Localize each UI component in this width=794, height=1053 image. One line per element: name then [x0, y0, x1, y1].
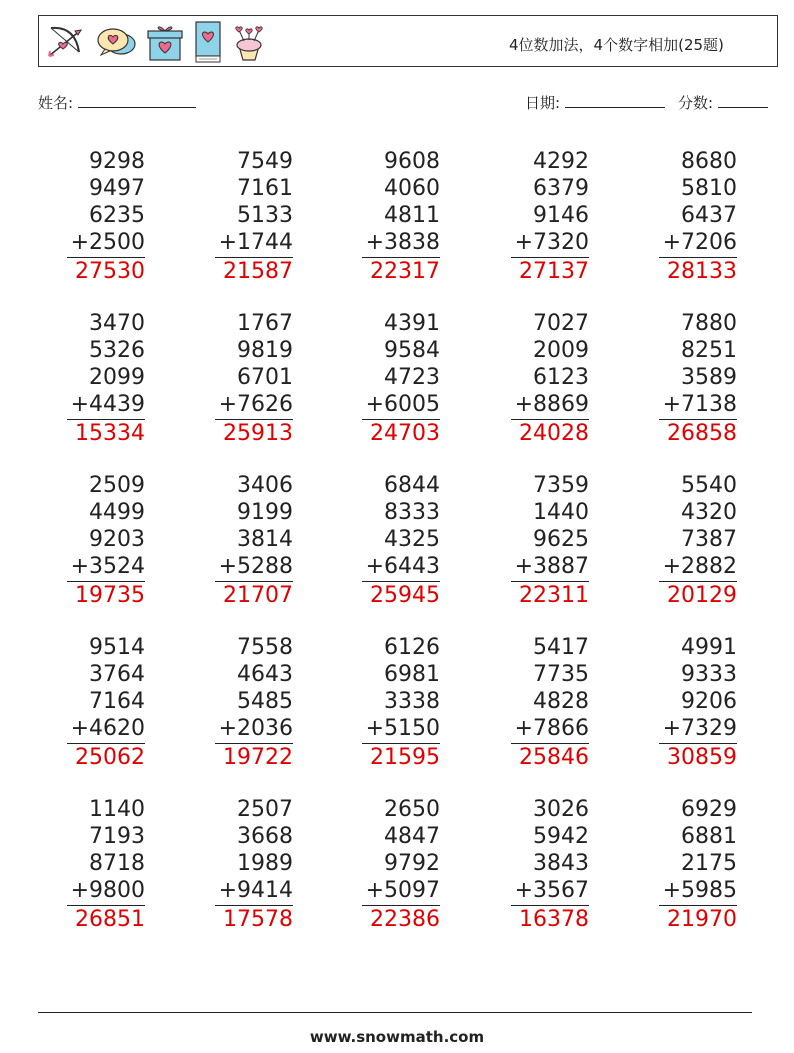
addition-problem — [627, 148, 737, 285]
answer: 25062 — [75, 745, 145, 770]
addend: 2099 — [89, 365, 145, 390]
name-field — [38, 92, 196, 113]
addend: +7866 — [514, 716, 589, 741]
addend: 7880 — [681, 311, 737, 336]
answer: 22311 — [519, 583, 589, 608]
addition-problem — [183, 310, 293, 447]
addend: 4847 — [384, 824, 440, 849]
addend: 4060 — [384, 176, 440, 201]
addition-problem — [330, 148, 440, 285]
gift-box-heart-icon — [145, 22, 185, 62]
addend: 1989 — [237, 851, 293, 876]
answer: 17578 — [223, 907, 293, 932]
addend: 7735 — [533, 662, 589, 687]
addend: 2009 — [533, 338, 589, 363]
addend: +9414 — [218, 878, 293, 903]
addend: 9146 — [533, 203, 589, 228]
addend: 9203 — [89, 527, 145, 552]
addend: 4811 — [384, 203, 440, 228]
addition-problem — [627, 472, 737, 609]
bow-arrow-heart-icon — [45, 22, 87, 62]
addend: 9625 — [533, 527, 589, 552]
addend: 3026 — [533, 797, 589, 822]
date-field — [525, 92, 665, 113]
addend: 2507 — [237, 797, 293, 822]
addend: 4499 — [89, 500, 145, 525]
addend: 7387 — [681, 527, 737, 552]
answer: 22386 — [370, 907, 440, 932]
book-heart-icon — [193, 20, 223, 64]
addition-problem — [183, 796, 293, 933]
name-blank[interactable] — [78, 93, 196, 108]
addition-problem — [330, 472, 440, 609]
addend: 4723 — [384, 365, 440, 390]
addend: 5942 — [533, 824, 589, 849]
addend: +7320 — [514, 230, 589, 255]
answer: 28133 — [667, 259, 737, 284]
addition-problem — [479, 796, 589, 933]
addend: 4391 — [384, 311, 440, 336]
answer: 19735 — [75, 583, 145, 608]
addend: 3764 — [89, 662, 145, 687]
addend: 6437 — [681, 203, 737, 228]
score-blank[interactable] — [718, 93, 768, 108]
addend: 8333 — [384, 500, 440, 525]
addend: 3814 — [237, 527, 293, 552]
addend: 6126 — [384, 635, 440, 660]
addend: 7027 — [533, 311, 589, 336]
addition-problem — [479, 634, 589, 771]
answer: 21970 — [667, 907, 737, 932]
addition-problem — [183, 472, 293, 609]
addend: +5985 — [662, 878, 737, 903]
footer-website: www.snowmath.com — [309, 1028, 485, 1046]
addend: +6005 — [365, 392, 440, 417]
addend: 8718 — [89, 851, 145, 876]
date-label: 日期: — [525, 94, 561, 112]
answer: 16378 — [519, 907, 589, 932]
addend: +5150 — [365, 716, 440, 741]
addend: +7329 — [662, 716, 737, 741]
addend: +2500 — [70, 230, 145, 255]
page-title: 4位数加法，4个数字相加(25题) — [509, 36, 724, 54]
addition-problem — [330, 310, 440, 447]
addition-problem — [330, 796, 440, 933]
addition-problem — [35, 310, 145, 447]
addend: 2175 — [681, 851, 737, 876]
addend: +4620 — [70, 716, 145, 741]
addend: 1140 — [89, 797, 145, 822]
addend: 9819 — [237, 338, 293, 363]
addend: +7626 — [218, 392, 293, 417]
addition-problem — [183, 634, 293, 771]
addend: 4320 — [681, 500, 737, 525]
addend: 6844 — [384, 473, 440, 498]
addend: 9298 — [89, 149, 145, 174]
header-icons — [45, 20, 267, 64]
footer-divider — [38, 1012, 752, 1013]
addend: 3589 — [681, 365, 737, 390]
answer: 27530 — [75, 259, 145, 284]
addend: 6123 — [533, 365, 589, 390]
answer: 26851 — [75, 907, 145, 932]
date-blank[interactable] — [565, 93, 665, 108]
answer: 20129 — [667, 583, 737, 608]
addend: +3524 — [70, 554, 145, 579]
addend: 7359 — [533, 473, 589, 498]
addend: 8680 — [681, 149, 737, 174]
addition-problem — [35, 634, 145, 771]
addend: +7138 — [662, 392, 737, 417]
addend: +2882 — [662, 554, 737, 579]
addend: +1744 — [218, 230, 293, 255]
addend: 3668 — [237, 824, 293, 849]
answer: 25913 — [223, 421, 293, 446]
name-label: 姓名: — [38, 94, 74, 112]
answer: 24028 — [519, 421, 589, 446]
addend: 4991 — [681, 635, 737, 660]
addend: 9199 — [237, 500, 293, 525]
addend: +3567 — [514, 878, 589, 903]
answer: 15334 — [75, 421, 145, 446]
score-label: 分数: — [678, 94, 714, 112]
addend: +4439 — [70, 392, 145, 417]
addend: 5810 — [681, 176, 737, 201]
addend: 9792 — [384, 851, 440, 876]
addend: +3838 — [365, 230, 440, 255]
addend: 3338 — [384, 689, 440, 714]
addition-problem — [35, 148, 145, 285]
addition-problem — [479, 472, 589, 609]
addend: 7193 — [89, 824, 145, 849]
addition-problem — [35, 796, 145, 933]
addend: 6881 — [681, 824, 737, 849]
addend: 3843 — [533, 851, 589, 876]
addend: 5540 — [681, 473, 737, 498]
addend: 7161 — [237, 176, 293, 201]
addend: 6929 — [681, 797, 737, 822]
addition-problem — [479, 310, 589, 447]
addend: +9800 — [70, 878, 145, 903]
header-box — [38, 15, 778, 67]
addition-problem — [627, 796, 737, 933]
addition-problem — [35, 472, 145, 609]
answer: 26858 — [667, 421, 737, 446]
addend: 8251 — [681, 338, 737, 363]
answer: 27137 — [519, 259, 589, 284]
addend: 6701 — [237, 365, 293, 390]
addend: 9206 — [681, 689, 737, 714]
addition-problem — [627, 310, 737, 447]
addend: +2036 — [218, 716, 293, 741]
addition-problem — [627, 634, 737, 771]
addend: 7164 — [89, 689, 145, 714]
addend: 7549 — [237, 149, 293, 174]
addend: 5417 — [533, 635, 589, 660]
addend: 9514 — [89, 635, 145, 660]
addend: 6981 — [384, 662, 440, 687]
addition-problem — [479, 148, 589, 285]
answer: 21587 — [223, 259, 293, 284]
answer: 30859 — [667, 745, 737, 770]
addend: 6379 — [533, 176, 589, 201]
addend: +8869 — [514, 392, 589, 417]
addend: 6235 — [89, 203, 145, 228]
answer: 25846 — [519, 745, 589, 770]
answer: 21707 — [223, 583, 293, 608]
answer: 24703 — [370, 421, 440, 446]
addend: 4292 — [533, 149, 589, 174]
addend: +5288 — [218, 554, 293, 579]
addend: 3406 — [237, 473, 293, 498]
answer: 22317 — [370, 259, 440, 284]
addend: 2509 — [89, 473, 145, 498]
addition-problem — [183, 148, 293, 285]
addition-problem — [330, 634, 440, 771]
answer: 21595 — [370, 745, 440, 770]
addend: 1440 — [533, 500, 589, 525]
addend: 4325 — [384, 527, 440, 552]
speech-bubbles-heart-icon — [95, 22, 137, 62]
addend: 2650 — [384, 797, 440, 822]
addend: +5097 — [365, 878, 440, 903]
addend: 5326 — [89, 338, 145, 363]
addend: 4828 — [533, 689, 589, 714]
addend: +7206 — [662, 230, 737, 255]
addend: 7558 — [237, 635, 293, 660]
addend: 1767 — [237, 311, 293, 336]
answer: 25945 — [370, 583, 440, 608]
addend: 3470 — [89, 311, 145, 336]
addend: 9608 — [384, 149, 440, 174]
answer: 19722 — [223, 745, 293, 770]
addend: 5133 — [237, 203, 293, 228]
cupcake-hearts-icon — [231, 22, 267, 62]
addend: 5485 — [237, 689, 293, 714]
addend: 4643 — [237, 662, 293, 687]
addend: 9333 — [681, 662, 737, 687]
addend: +6443 — [365, 554, 440, 579]
addend: 9497 — [89, 176, 145, 201]
addend: 9584 — [384, 338, 440, 363]
addend: +3887 — [514, 554, 589, 579]
score-field — [678, 92, 768, 113]
